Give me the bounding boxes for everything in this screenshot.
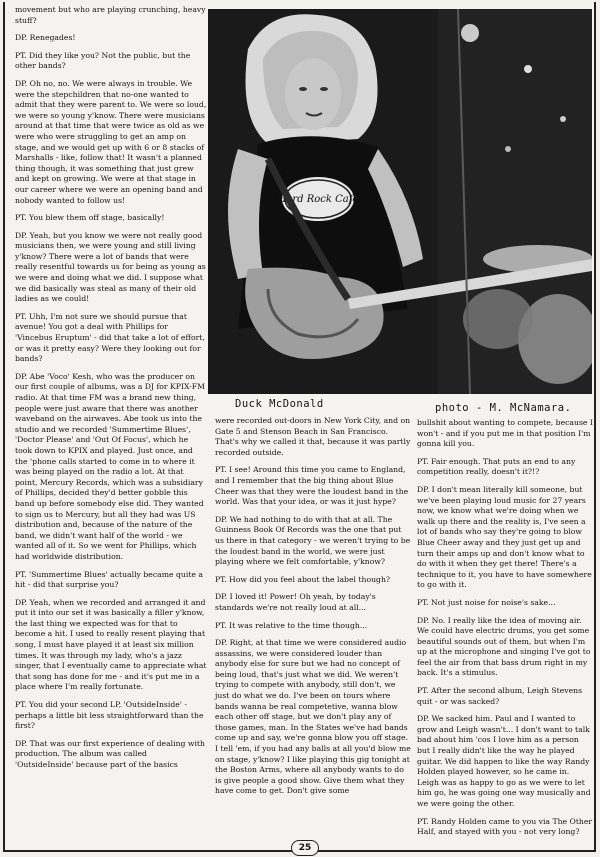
- paragraph: PT. How did you feel about the label though?: [215, 574, 391, 584]
- paragraph: PT. Fair enough. That puts an end to any competition really, doesn't it?!?: [417, 456, 576, 477]
- paragraph: DP. I loved it! Power! Oh yeah, by today's standards we're not really loud at all...: [215, 592, 376, 612]
- paragraph: PT. After the second album, Leigh Stevens quit - or was sacked?: [417, 686, 583, 706]
- shirt-logo-text: Hard Rock Cafe: [277, 194, 359, 205]
- page-number: 25: [291, 840, 319, 856]
- text-column-left: [15, 5, 207, 778]
- photo-subject-caption: Duck McDonald: [235, 398, 324, 410]
- paragraph: DP. Renegades!: [15, 33, 76, 43]
- text-column-right: [417, 418, 593, 845]
- paragraph: DP. We had nothing to do with that at all. The Guinness Book Of Records was the one that put us there in that category - we weren't trying to be the loudest band in the world, we were just playing where we felt comfortable, y'know?: [215, 514, 411, 567]
- paragraph: bullshit about wanting to compete, because I won't - and if you put me in that position I'm gonna kill you.: [417, 418, 593, 449]
- guitarist-photo-illustration: [208, 9, 592, 394]
- text-column-middle: [215, 416, 411, 804]
- paragraph: PT. Did they like you? Not the public, but the other bands?: [15, 50, 191, 71]
- paragraph: DP. I don't mean literally kill someone, but we've been playing loud music for 27 years now, we know what we're doing when we walk up there and the reality is, I've seen a lot of bands who say they're going to blow Blue Cheer away and they just get up and turn their amps up and don't know what to do with it when they get there! There's a technique to it, you have to have somewhere to go with it.: [417, 484, 592, 590]
- paragraph: PT. You blew them off stage, basically!: [15, 213, 165, 223]
- paragraph: DP. Yeah, but you know we were not really good musicians then, we were young and still living y'know? There were a lot of bands that were really resentful towards us for being as young as we were and doing what we did. I suppose what we did basically was steal as many of their old ladies as we could!: [15, 230, 206, 304]
- paragraph: DP. We sacked him. Paul and I wanted to grow and Leigh wasn't... I don't want to talk bad about him 'cos I love him as a person but I really didn't like the way he played guitar. We did happen to like the way Randy Holden played however, so he came in. Leigh was as happy to go as we were to let him go, he was going one way musically and we were going the other.: [417, 714, 591, 808]
- photo-credit-caption: photo - M. McNamara.: [435, 402, 572, 414]
- magazine-page: [3, 2, 596, 852]
- paragraph: PT. It was relative to the time though...: [215, 620, 368, 630]
- paragraph: DP. Right, at that time we were considered audio assassins, we were considered louder than anybody else for sure but we had no concept of being loud, that's just what we did. We weren't trying to compete with anybody, still don't, we just do what we do. I've been on tours where bands wanna be real competetive, wanna blow each other off stage, but we don't play any of those games, man. In the States we've had bands come up and say, we're gonna blow you off stage. I tell 'em, if you had any balls at all you'd blow me on stage, y'know? I like playing this gig tonight at the Boston Arms, where all anybody wants to do is give people a good show. Give them what they have come to get. Don't give some: [215, 638, 411, 796]
- paragraph: PT. You did your second LP, 'OutsideInside' - perhaps a little bit less straightforward than the first?: [15, 700, 204, 731]
- paragraph: PT. Not just noise for noise's sake...: [417, 597, 556, 607]
- paragraph: PT. Randy Holden came to you via The Other Half, and stayed with you - not very long?: [417, 816, 593, 837]
- paragraph: movement but who are playing crunching, heavy stuff?: [15, 5, 206, 25]
- paragraph: DP. Yeah, when we recorded and arranged it and put it into our set it was basically a filler y'know, the last thing we expected was for that to become a hit. I used to really resent playing that song, I must have played it at least six million times. It was through my lady, who's a jazz singer, that I eventually came to appreciate what that song has done for me - and it's put me in a place where I'm really fortunate.: [15, 597, 207, 692]
- paragraph: PT. I see! Around this time you came to England, and I remember that the big thing about Blue Cheer was that they were the loudest band in the world. Was that your idea, or was it just hype?: [215, 465, 409, 507]
- paragraph: PT. 'Summertime Blues' actually became quite a hit - did that surprise you?: [15, 569, 203, 590]
- paragraph: DP. Oh no, no. We were always in trouble. We were the stepchildren that no-one wanted to admit that they were parent to. We were so loud, we were so young y'know. There were musicians around at that time that were twice as old as we were who were struggling to get an amp on stage, and we would get up with 6 or 8 stacks of Marshalls - like, follow that! It wasn't a planned thing though, it was something that just grew and kept on growing. We were at that stage in our career where we were an opening band and nobody wanted to follow us!: [15, 78, 207, 205]
- concert-photo: [208, 9, 592, 394]
- paragraph: PT. Uhh, I'm not sure we should pursue that avenue! You got a deal with Phillips for 'Vincebus Eruptum' - did that take a lot of effort, or was it pretty easy? Were they looking out for bands?: [15, 311, 205, 364]
- paragraph: DP. That was our first experience of dealing with production. The album was called 'OutsideInside' because part of the basics: [15, 738, 205, 769]
- paragraph: DP. No. I really like the idea of moving air. We could have electric drums, you get some beautiful sounds out of them, but when I'm up at the microphone and singing I've got to feel the air from that bass drum right in my back. It's a stimulus.: [417, 615, 591, 678]
- paragraph: were recorded out-doors in New York City, and on Gate 5 and Stenson Beach in San Francisco. That's why we called it that, because it was partly recorded outside.: [215, 416, 411, 457]
- paragraph: DP. Abe 'Voco' Kesh, who was the producer on our first couple of albums, was a DJ for KPIX-FM radio. At that time FM was a brand new thing, people were just aware that there was another waveband on the airwaves. Abe took us into the studio and we recorded 'Summertime Blues', 'Doctor Please' and 'Out Of Focus', which he took down to KPIX and played. Just once, and the 'phone calls started to come in to where it was being played on the radio a lot. At that point, Mercury Records, which was a subsidiary of Phillips, decided they'd better gobble this band up before somebody else did. They wanted to sign us to Mercury, but all they had was US distribution and, because of the nature of the band, we didn't want half of the world - we wanted all of it. So we went for Phillips, which had worldwide distribution.: [15, 371, 206, 561]
